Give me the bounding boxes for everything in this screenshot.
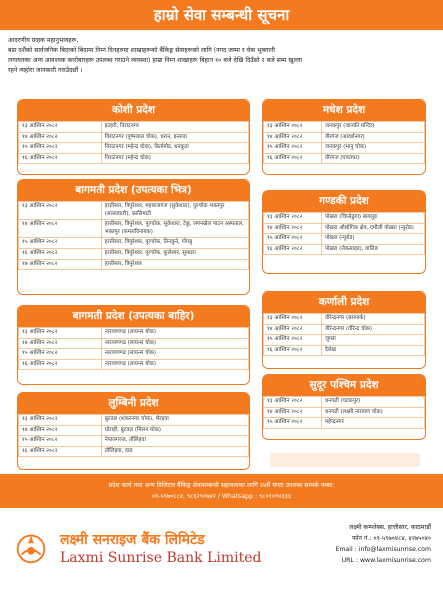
region-title: गण्डकी प्रदेश [263, 191, 425, 212]
table-row [19, 248, 249, 259]
table-row [264, 418, 425, 429]
bank-logo-area [12, 520, 262, 580]
open-branches: पोखरा औद्योगिक क्षेत्र, दमौली पोखरा (न्यूरोड) [321, 223, 424, 234]
open-branches: जुम्ला [321, 335, 424, 346]
open-branches: धनगढी (चटकपुर) [321, 397, 424, 408]
region-title: लुम्बिनी प्रदेश [18, 393, 249, 414]
open-date: १४ आश्विन २०८२ [19, 338, 102, 349]
contact-phone: फोन नं.: ०१-५९७०४८४, ४२७५०४० [352, 535, 431, 542]
open-branches: इटहरी, विराटनगर [101, 122, 248, 133]
contact-url[interactable]: URL : www.laxmisunrise.com [341, 557, 431, 564]
region-title: सुदूर पश्चिम प्रदेश [263, 375, 425, 396]
branch-schedule-table [263, 313, 425, 356]
open-branches: नेपालगञ्ज, तौलिहवा [101, 436, 248, 447]
open-date: १५ आश्विन २०८२ [264, 418, 322, 429]
notice-title: हाम्रो सेवा सम्बन्धी सूचना [0, 0, 443, 30]
open-date: १५ आश्विन २०८२ [19, 349, 102, 360]
open-date: १४ आश्विन २०८२ [264, 223, 322, 234]
open-branches: नारायणगढ (लायन्स चोक) [101, 349, 248, 360]
open-date: १४ आश्विन २०८२ [19, 132, 102, 143]
region-title: मधेश प्रदेश [263, 100, 425, 121]
open-date: १४ आश्विन २०८२ [264, 324, 322, 335]
table-row [264, 153, 425, 164]
table-row [264, 143, 425, 154]
table-row [19, 446, 249, 457]
table-row [264, 223, 425, 234]
branch-schedule-table [263, 396, 425, 429]
open-date: १६ आश्विन २०८२ [19, 446, 102, 457]
open-date: १६ आश्विन २०८२ [264, 244, 322, 255]
intro-text [8, 36, 436, 76]
branch-schedule-table [263, 121, 425, 164]
open-branches: तौलिहवा, दाङ [101, 446, 248, 457]
branch-schedule-table [263, 212, 425, 255]
open-branches: हात्तीसार, त्रिपुरेश्वर [101, 259, 248, 270]
open-date: १५ आश्विन २०८२ [19, 436, 102, 447]
table-row [264, 244, 425, 255]
helpline-text: प्रदेश कार्य तथा अन्य डिजिटल बैंकिङ्ग सेवासम्बन्धी सहायताका लागि २४सै घण्टा उपलब्ध सम्पर्क नम्बर: [108, 482, 335, 489]
open-branches: बुटवल (शंकरनगर चोक), भैरहवा [101, 415, 248, 426]
intro-body-line: रहने व्यहोरा जानकारी गराउँदछौं । [8, 67, 83, 74]
contact-info [336, 522, 431, 566]
open-date: १५ आश्विन २०८२ [19, 143, 102, 154]
table-row [264, 132, 425, 143]
region-sudurpaschim [262, 374, 426, 440]
region-madhesh [262, 99, 426, 175]
table-row [19, 259, 249, 270]
open-branches: विराटनगर (महेन्द्र चोक), बिर्तामोड, धनकुटा [101, 143, 248, 154]
open-branches: महेन्द्रनगर [321, 418, 424, 429]
open-branches: दैलेख [321, 345, 424, 356]
open-date: १३ आश्विन २०८२ [19, 328, 102, 339]
open-date: १३ आश्विन २०८२ [264, 122, 322, 133]
region-title: बागमती प्रदेश (उपत्यका भित्र) [18, 180, 249, 201]
table-row [19, 328, 249, 339]
bank-name-nepali: लक्ष्मी सनराइज बैंक लिमिटेड [60, 532, 205, 548]
table-row [19, 153, 249, 164]
bank-logo-icon [12, 528, 50, 566]
open-branches: विराटनगर (महेन्द्र चोक) [101, 153, 248, 164]
region-title: कोशी प्रदेश [18, 100, 249, 121]
open-date: १३ आश्विन २०८२ [264, 213, 322, 224]
open-date: १४ आश्विन २०८२ [264, 407, 322, 418]
decorative-strip [270, 453, 420, 467]
open-branches: विराटनगर (पुष्पलाल चोक), धरान, इनरुवा [101, 132, 248, 143]
table-row [19, 415, 249, 426]
table-row [264, 122, 425, 133]
table-row [264, 314, 425, 325]
region-gandaki [262, 190, 426, 274]
region-title: कर्णाली प्रदेश [263, 292, 425, 313]
open-date: १६ आश्विन २०८२ [19, 248, 102, 259]
table-row [19, 122, 249, 133]
open-branches: हात्तीसार, त्रिपुरेश्वर, पुल्चोक, कुलेश्वर, सुन्धारा [101, 248, 248, 259]
open-date: १३ आश्विन २०८२ [264, 397, 322, 408]
table-row [19, 202, 249, 220]
contact-email[interactable]: Email : info@laxmisunrise.com [335, 546, 431, 553]
branch-schedule-table [18, 121, 249, 164]
intro-body-line: बडा दशैंको सार्वजनिक बिदाको बिदामा निम्न दिनहरुमा शाखाहरूको बैंकिङ्ग सेवाहरूको लागि (नगद जम्मा र चेक भुक्तानी [8, 47, 275, 54]
table-row [19, 338, 249, 349]
open-date: १५ आश्विन २०८२ [19, 238, 102, 249]
open-branches: हात्तीसार, त्रिपुरेश्वर, पुल्चोक, तिनकुने, गोंगबु [101, 238, 248, 249]
region-lumbini [17, 392, 250, 470]
open-date: १५ आश्विन २०८२ [264, 234, 322, 245]
region-bagmati-outside [17, 305, 250, 385]
intro-body-line: लगायतका अन्य आवश्यक कारोबारहरू उपलब्ध गराउने व्यवस्था) हाम्रा निम्न शाखाहरू बिहान १० बजे देखि दिउँसो २ बजे सम्म खुल्ला [8, 57, 303, 64]
table-row [264, 397, 425, 408]
open-date: १४ आश्विन २०८२ [19, 220, 102, 238]
open-date: १३ आश्विन २०८२ [264, 314, 322, 325]
table-row [264, 335, 425, 346]
table-row [264, 234, 425, 245]
open-date: १६ आश्विन २०८२ [264, 345, 322, 356]
open-date: १४ आश्विन २०८२ [264, 132, 322, 143]
open-branches: पोखरा (न्यूरोड) [321, 234, 424, 245]
branch-schedule-table [18, 201, 249, 270]
open-date: १५ आश्विन २०८२ [264, 335, 322, 346]
open-date: १३ आश्विन २०८२ [19, 202, 102, 220]
branch-schedule-table [18, 327, 249, 370]
open-branches: नारायणगढ (लायन्स चोक) [101, 328, 248, 339]
region-karnali [262, 291, 426, 369]
open-date: १६ आश्विन २०८२ [19, 153, 102, 164]
open-branches: घोराही, बुटवल (मिलन चोक) [101, 425, 248, 436]
open-date: १६ आश्विन २०८२ [264, 153, 322, 164]
contact-address: लक्ष्मी कम्प्लेक्स, हात्तीसार, काठमाडौं [349, 524, 431, 531]
open-date: १७ आश्विन २०८२ [19, 259, 102, 270]
table-row [19, 349, 249, 360]
branch-schedule-table [18, 414, 249, 457]
open-branches: जनकपुर (भानु चोक) [321, 143, 424, 154]
table-row [264, 213, 425, 224]
table-row [19, 220, 249, 238]
region-bagmati-valley [17, 179, 250, 295]
open-date: १३ आश्विन २०८२ [19, 122, 102, 133]
open-date: १५ आश्विन २०८२ [264, 143, 322, 154]
open-branches: धनगढी (लक्ष्मी नारायण चोक) [321, 407, 424, 418]
open-branches: पोखरा (लेकसाइड), वालिङ [321, 244, 424, 255]
helpline-numbers: ०१-५९७०८८४, ९८६२९०७४२ / Whatsapp : ९८०१०९०३३६ [151, 493, 292, 500]
open-branches: हात्तीसार, त्रिपुरेश्वर, महाराजगंज (सुकेधारा), पुल्चोक भक्तपुर (सल्लाघारी), कालिमाटी [101, 202, 248, 220]
open-branches: वीरेन्द्रनगर (वीरेन्द्र चोक) [321, 324, 424, 335]
helpline-band [0, 474, 443, 508]
table-row [19, 238, 249, 249]
open-branches: वीरेन्द्रनगर (बसपार्क) [321, 314, 424, 325]
table-row [264, 407, 425, 418]
open-branches: हात्तीसार, त्रिपुरेश्वर, पुल्चोक, सुकेधारा, टेकु, लगनखेल पाटन अस्पताल, भक्तपुर (कमलविनायक) [101, 220, 248, 238]
bank-name-english: Laxmi Sunrise Bank Limited [60, 550, 262, 566]
region-koshi [17, 99, 250, 175]
table-row [19, 132, 249, 143]
open-date: १६ आश्विन २०८२ [19, 359, 102, 370]
open-branches: वीरगंज (घण्टाघर) [321, 153, 424, 164]
table-row [19, 436, 249, 447]
region-title: बागमती प्रदेश (उपत्यका बाहिर) [18, 306, 249, 327]
table-row [19, 359, 249, 370]
open-branches: नारायणगढ (लायन्स चोक) [101, 359, 248, 370]
open-branches: वीरगंज (आदर्शनगर) [321, 132, 424, 143]
open-date: १४ आश्विन २०८२ [19, 425, 102, 436]
table-row [19, 143, 249, 154]
open-branches: नारायणगढ (लायन्स चोक) [101, 338, 248, 349]
table-row [264, 324, 425, 335]
open-date: १३ आश्विन २०८२ [19, 415, 102, 426]
open-branches: पोखरा (चिप्लेढुंगा) बागलुङ [321, 213, 424, 224]
table-row [264, 345, 425, 356]
table-row [19, 425, 249, 436]
intro-salutation: आदरणीय ग्राहक महानुभावहरू, [8, 37, 79, 44]
open-branches: जनकपुर (जानकी मन्दिर) [321, 122, 424, 133]
